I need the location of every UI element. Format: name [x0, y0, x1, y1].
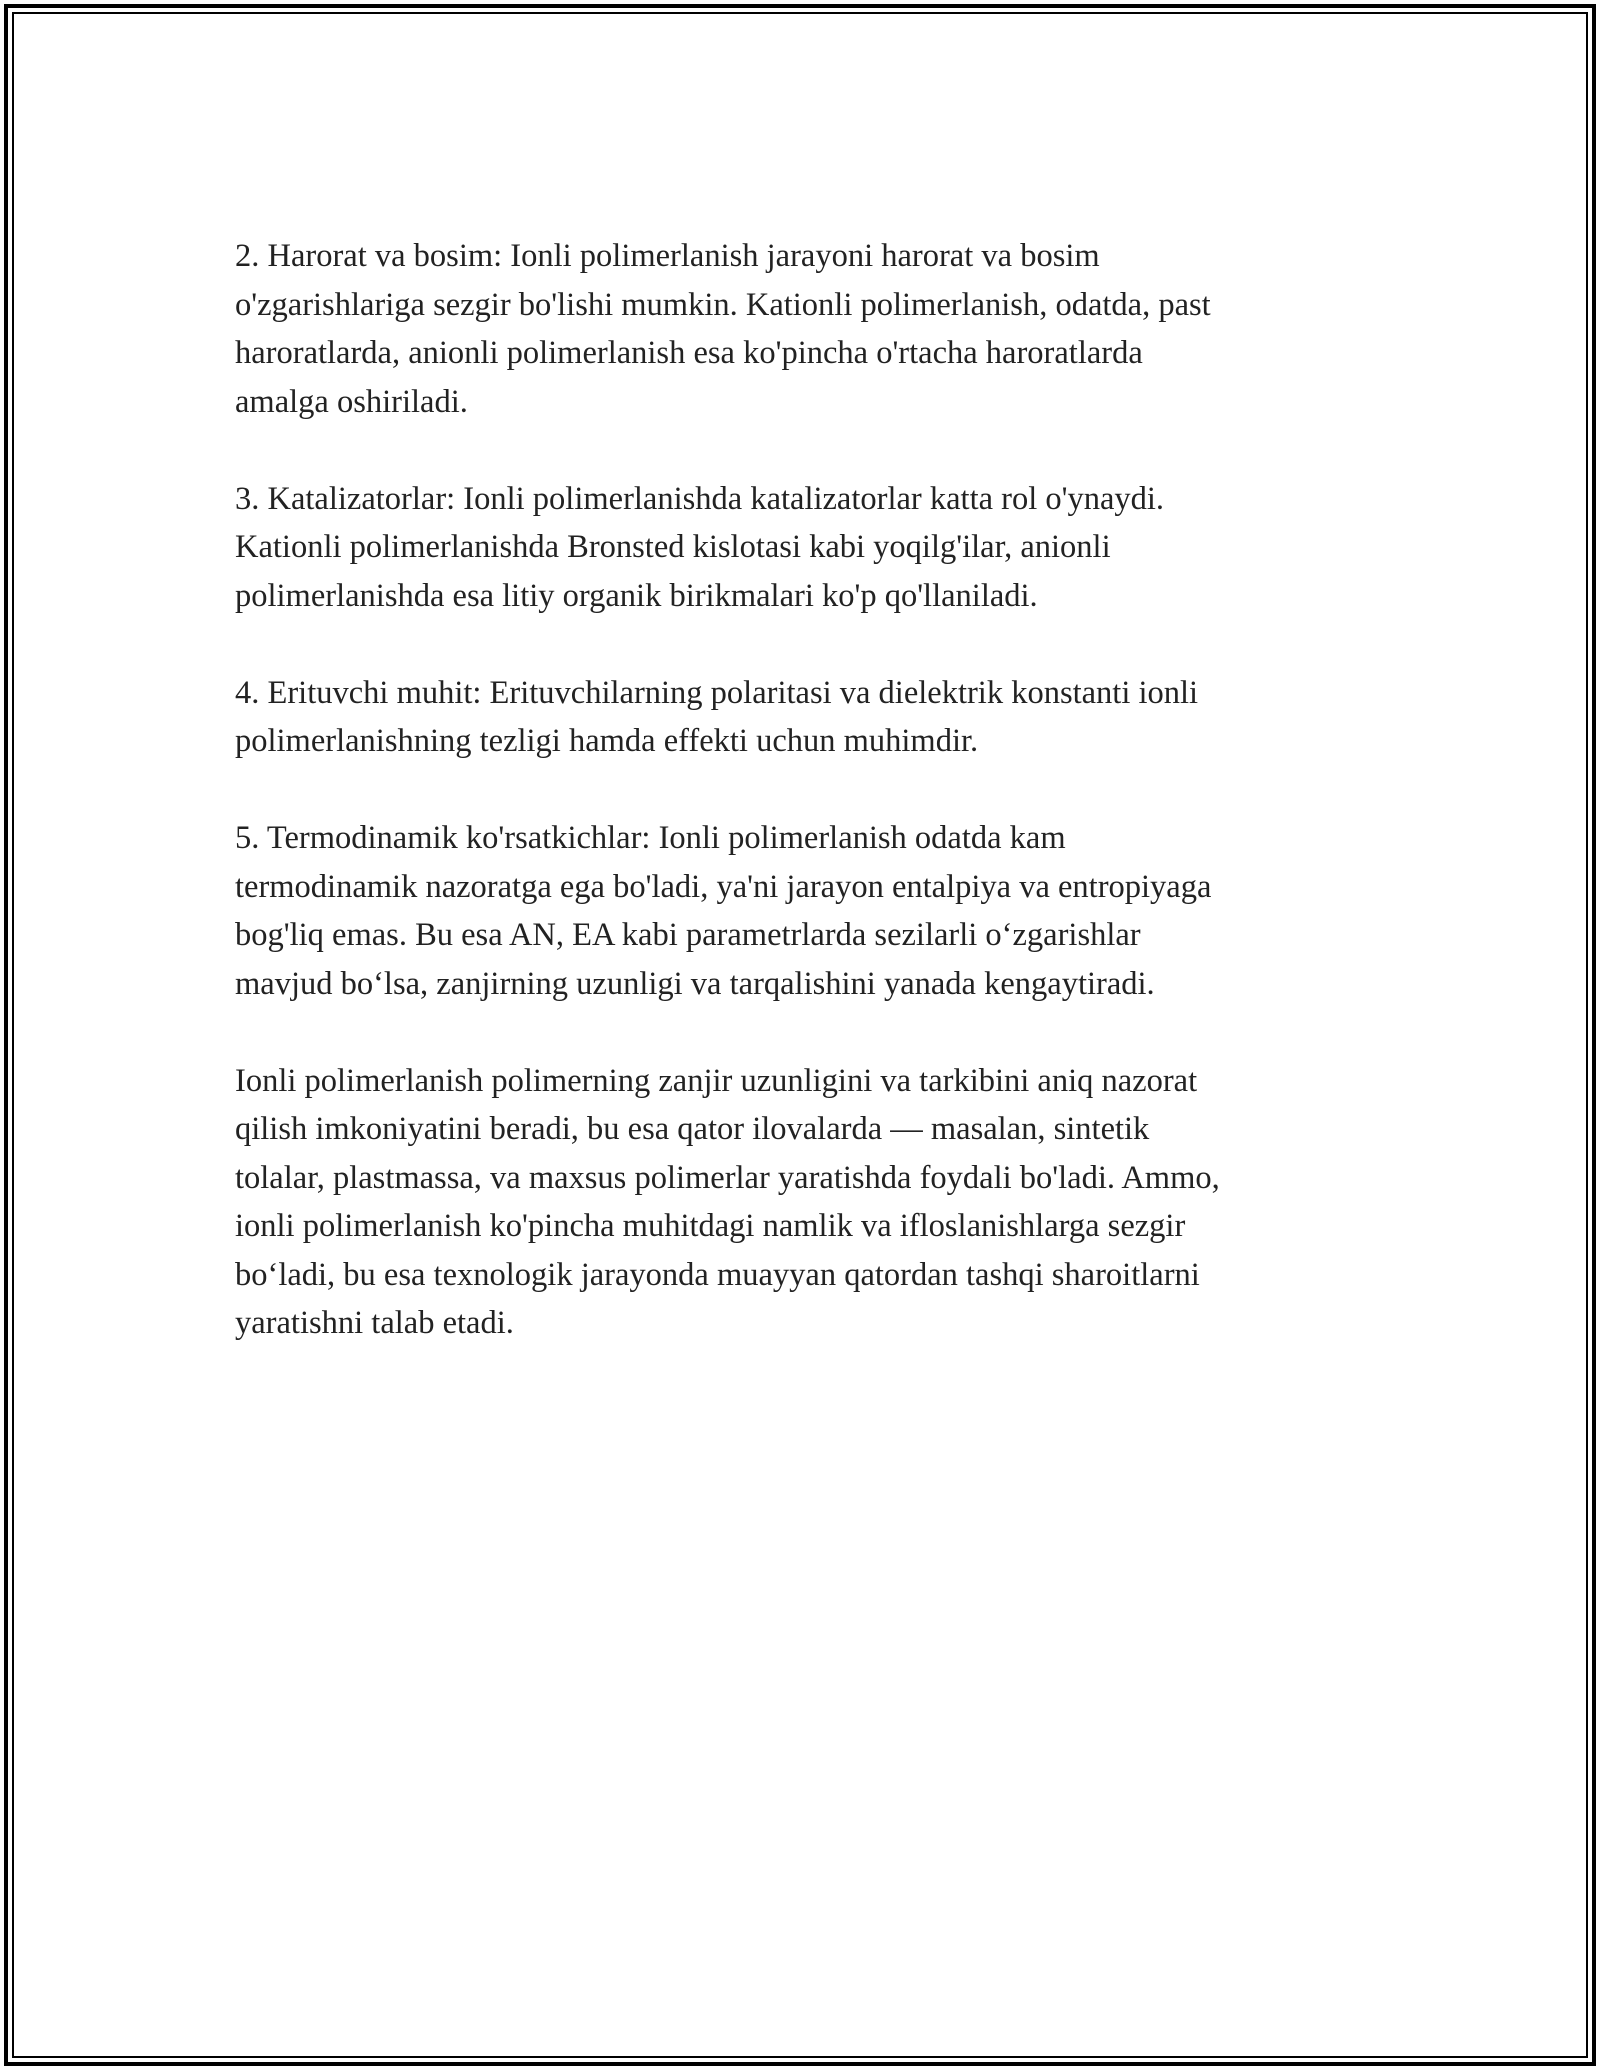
paragraph-katalizatorlar — [235, 475, 1355, 621]
text-line: polimerlanishning tezligi hamda effekti uchun muhimdir. — [235, 723, 979, 759]
text-line: bo‘ladi, bu esa texnologik jarayonda muayyan qatordan tashqi sharoitlarni — [235, 1256, 1200, 1293]
text-line: 5. Termodinamik ko'rsatkichlar: Ionli polimerlanish odatda kam — [235, 820, 1066, 856]
text-line: haroratlarda, anionli polimerlanish esa ko'pincha o'rtacha haroratlarda — [235, 335, 1143, 371]
paragraph-harorat-va-bosim — [235, 232, 1355, 426]
text-line: 4. Erituvchi muhit: Erituvchilarning polaritasi va dielektrik konstanti ionli — [235, 674, 1199, 711]
paragraph-termodinamik — [235, 814, 1355, 1008]
text-line: yaratishni talab etadi. — [235, 1305, 514, 1341]
text-line: termodinamik nazoratga ega bo'ladi, ya'ni jarayon entalpiya va entropiyaga — [235, 868, 1212, 905]
text-line: o'zgarishlariga sezgir bo'lishi mumkin. Kationli polimerlanish, odatda, past — [235, 286, 1211, 323]
document-body — [235, 232, 1355, 1396]
text-line: Ionli polimerlanish polimerning zanjir uzunligini va tarkibini aniq nazorat — [235, 1062, 1198, 1099]
text-line: bog'liq emas. Bu esa AN, EA kabi parametrlarda sezilarli o‘zgarishlar — [235, 917, 1141, 953]
text-line: mavjud bo‘lsa, zanjirning uzunligi va tarqalishini yanada kengaytiradi. — [235, 965, 1155, 1002]
text-line: 3. Katalizatorlar: Ionli polimerlanishda katalizatorlar katta rol o'ynaydi. — [235, 480, 1165, 517]
paragraph-erituvchi-muhit — [235, 669, 1355, 766]
text-line: ionli polimerlanish ko'pincha muhitdagi namlik va ifloslanishlarga sezgir — [235, 1208, 1186, 1244]
text-line: 2. Harorat va bosim: Ionli polimerlanish jarayoni harorat va bosim — [235, 238, 1100, 274]
text-line: amalga oshiriladi. — [235, 383, 468, 420]
text-line: qilish imkoniyatini beradi, bu esa qator ilovalarda — masalan, sintetik — [235, 1111, 1150, 1147]
text-line: polimerlanishda esa litiy organik birikmalari ko'p qo'llaniladi. — [235, 577, 1038, 614]
text-line: tolalar, plastmassa, va maxsus polimerlar yaratishda foydali bo'ladi. Ammo, — [235, 1159, 1220, 1196]
text-line: Kationli polimerlanishda Bronsted kislotasi kabi yoqilg'ilar, anionli — [235, 529, 1111, 565]
paragraph-conclusion — [235, 1057, 1355, 1348]
